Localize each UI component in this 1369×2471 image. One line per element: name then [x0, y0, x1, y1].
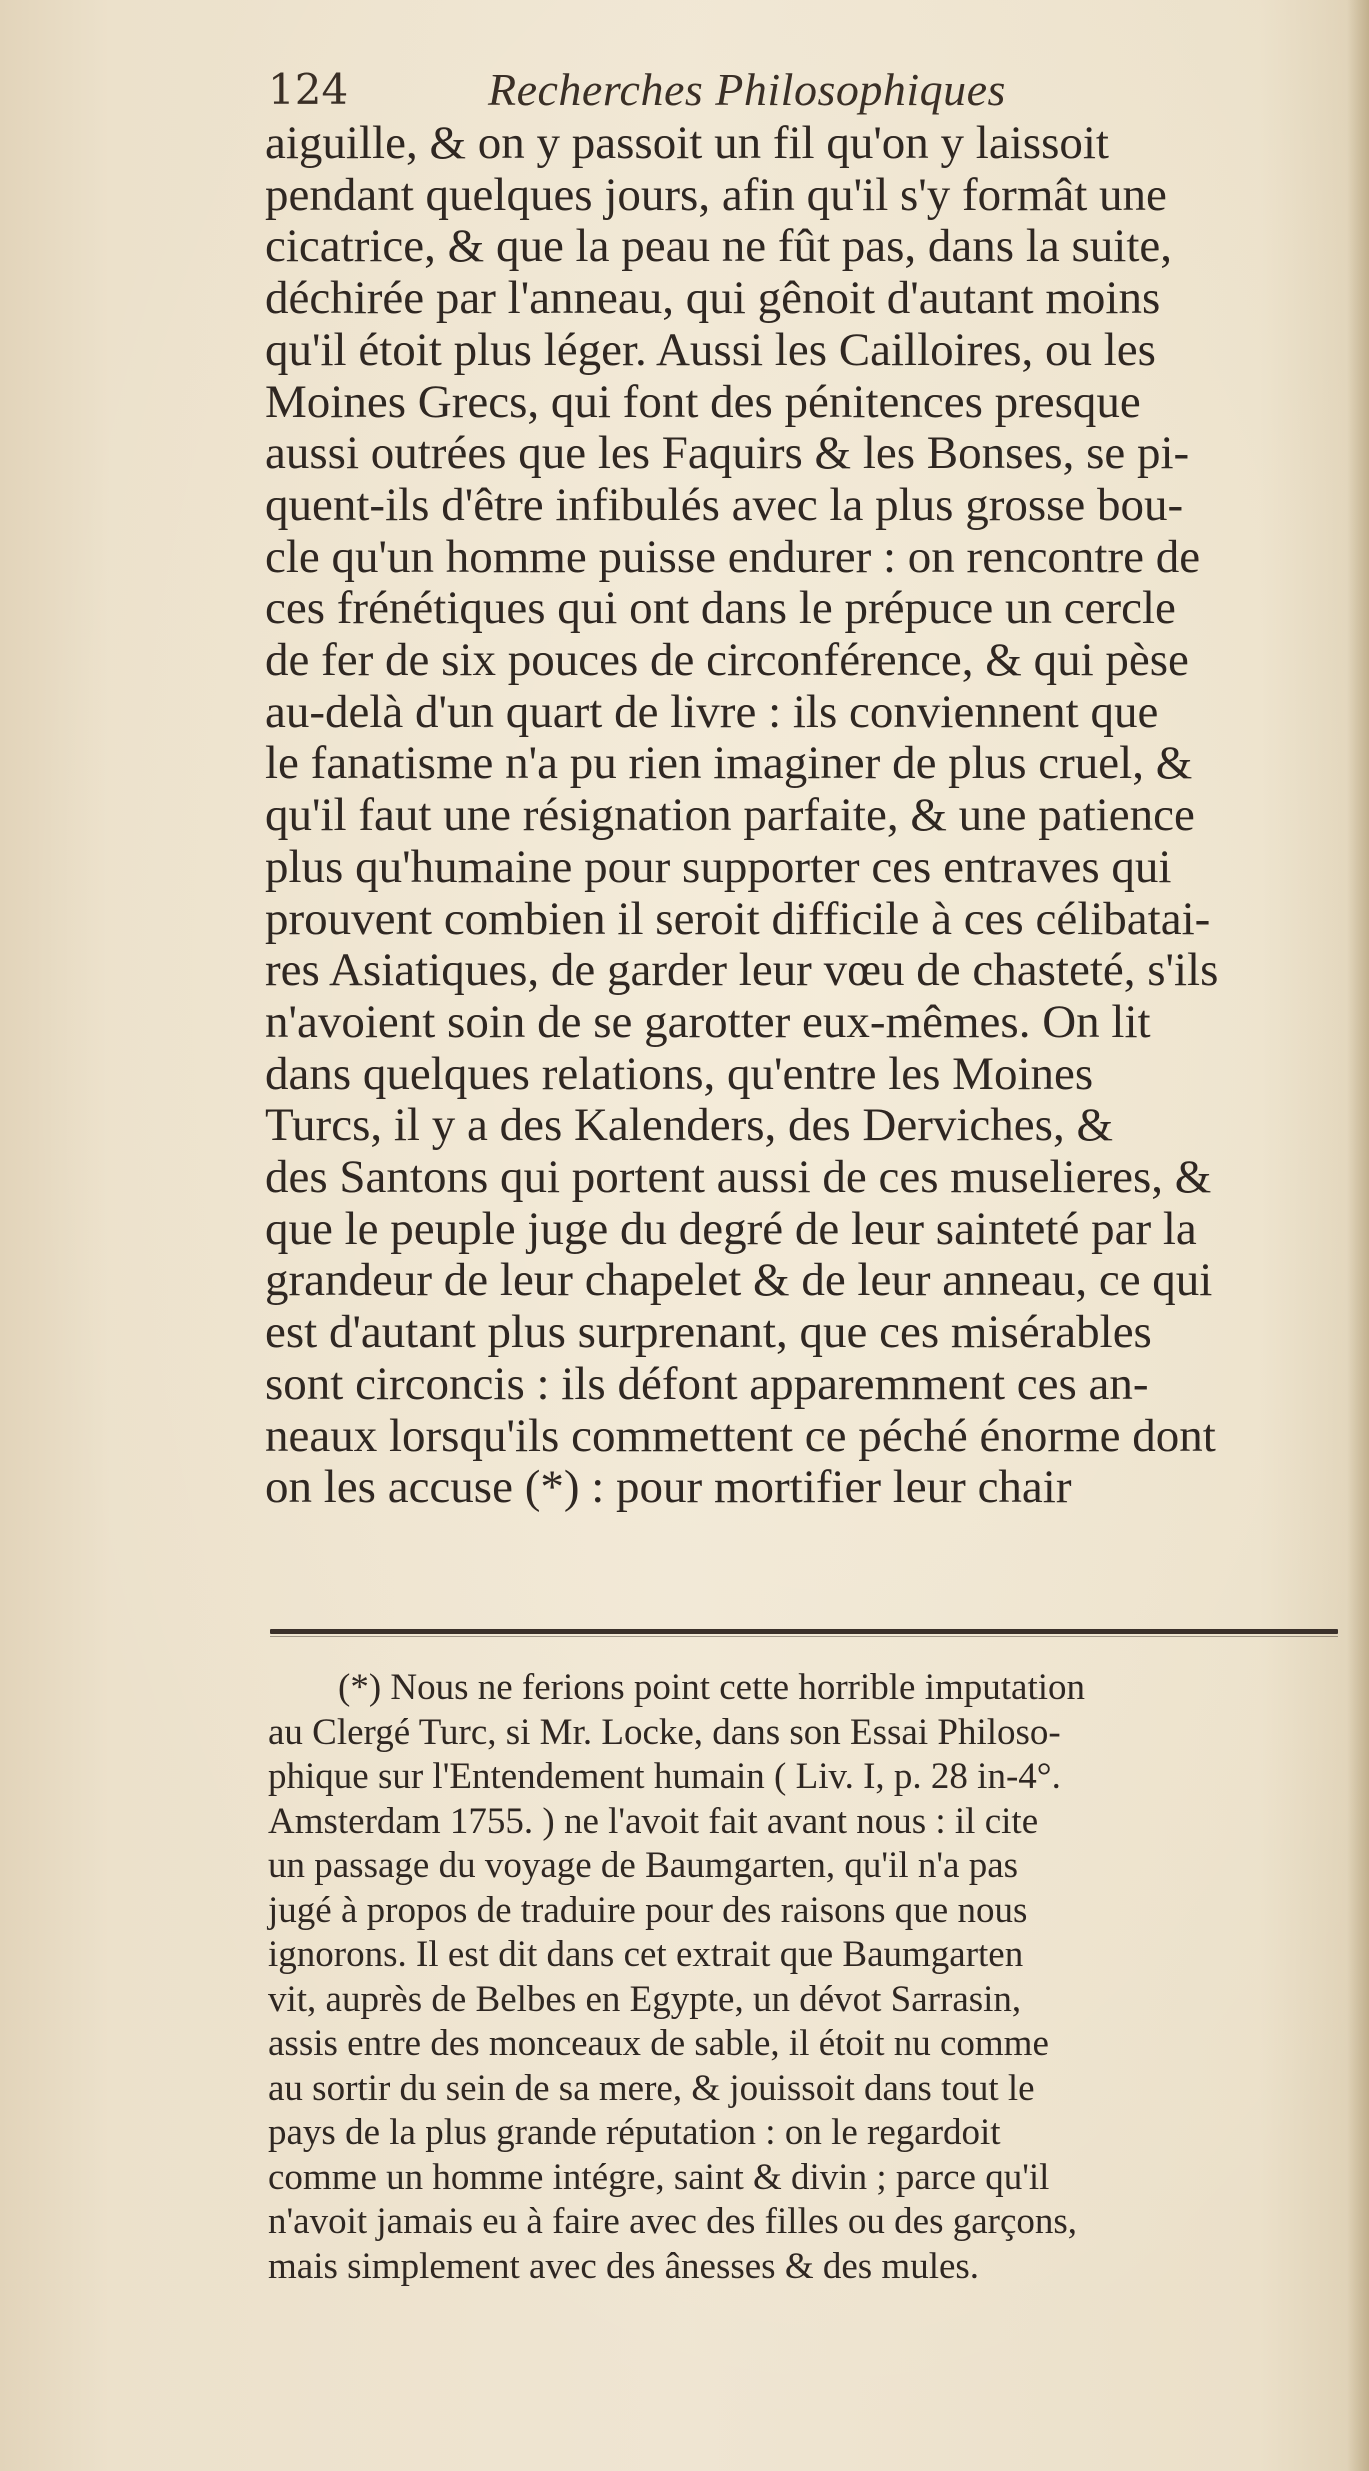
- text-line: plus qu'humaine pour supporter ces entraves qui: [265, 840, 1172, 893]
- text-line: n'avoient soin de se garotter eux-mêmes. On lit: [265, 995, 1151, 1048]
- text-line: on les accuse (*) : pour mortifier leur chair: [265, 1461, 1072, 1514]
- text-line: au-delà d'un quart de livre : ils conviennent que: [265, 685, 1159, 738]
- text-line: cle qu'un homme puisse endurer : on rencontre de: [265, 530, 1201, 583]
- text-line: res Asiatiques, de garder leur vœu de chasteté, s'ils: [265, 944, 1219, 997]
- text-line: prouvent combien il seroit difficile à ces célibatai-: [265, 892, 1211, 945]
- footnote-line: (*) Nous ne ferions point cette horrible imputation: [338, 1667, 1086, 1708]
- text-line: Turcs, il y a des Kalenders, des Derviches, &: [265, 1099, 1113, 1152]
- running-head: Recherches Philosophiques: [488, 64, 1006, 115]
- page-gutter-shadow: [1347, 0, 1369, 2471]
- text-line: des Santons qui portent aussi de ces muselieres, &: [265, 1151, 1212, 1204]
- footnote-line: vit, auprès de Belbes en Egypte, un dévot Sarrasin,: [268, 1978, 1022, 2020]
- footnote-line: mais simplement avec des ânesses & des mules.: [268, 2245, 980, 2287]
- main-text: [265, 118, 1345, 1514]
- text-line: est d'autant plus surprenant, que ces misérables: [265, 1306, 1152, 1359]
- footnote-line: jugé à propos de traduire pour des raisons que nous: [268, 1889, 1028, 1931]
- text-line: le fanatisme n'a pu rien imaginer de plus cruel, &: [265, 737, 1193, 790]
- text-line: pendant quelques jours, afin qu'il s'y formât une: [265, 168, 1167, 221]
- footnote-line: n'avoit jamais eu à faire avec des filles ou des garçons,: [268, 2201, 1078, 2242]
- text-line: déchirée par l'anneau, qui gênoit d'autant moins: [265, 272, 1161, 325]
- text-line: quent-ils d'être infibulés avec la plus grosse bou-: [265, 478, 1184, 531]
- text-line: qu'il étoit plus léger. Aussi les Cailloires, ou les: [265, 323, 1156, 376]
- footnote-line: un passage du voyage de Baumgarten, qu'il n'a pas: [268, 1845, 1019, 1886]
- text-line: cicatrice, & que la peau ne fût pas, dans la suite,: [265, 220, 1172, 273]
- footnote-line: assis entre des monceaux de sable, il étoit nu comme: [268, 2023, 1049, 2064]
- text-line: grandeur de leur chapelet & de leur anneau, ce qui: [265, 1254, 1213, 1307]
- footnote-line: Amsterdam 1755. ) ne l'avoit fait avant nous : il cite: [268, 1800, 1039, 1842]
- footnote-line: au Clergé Turc, si Mr. Locke, dans son Essai Philoso-: [268, 1711, 1061, 1753]
- text-line: aussi outrées que les Faquirs & les Bonses, se pi-: [265, 427, 1190, 480]
- text-line: sont circoncis : ils défont apparemment ces an-: [265, 1357, 1149, 1410]
- text-line: aiguille, & on y passoit un fil qu'on y laissoit: [265, 117, 1109, 169]
- footnote-line: phique sur l'Entendement humain ( Liv. I, p. 28 in-4°.: [268, 1756, 1061, 1797]
- footnote-rule: [270, 1629, 1338, 1634]
- text-line: neaux lorsqu'ils commettent ce péché énorme dont: [265, 1409, 1216, 1462]
- text-line: dans quelques relations, qu'entre les Moines: [265, 1047, 1094, 1100]
- footnote: [268, 1666, 1348, 2289]
- text-line: qu'il faut une résignation parfaite, & une patience: [265, 789, 1195, 842]
- footnote-line: au sortir du sein de sa mere, & jouissoit dans tout le: [268, 2067, 1035, 2109]
- page-number: 124: [268, 65, 349, 114]
- text-line: de fer de six pouces de circonférence, & qui pèse: [265, 634, 1189, 687]
- footnote-line: pays de la plus grande réputation : on le regardoit: [268, 2112, 1001, 2153]
- text-line: Moines Grecs, qui font des pénitences presque: [265, 375, 1141, 428]
- footnote-line: comme un homme intégre, saint & divin ; parce qu'il: [268, 2156, 1050, 2198]
- text-line: que le peuple juge du degré de leur sainteté par la: [265, 1202, 1197, 1255]
- page-header: [268, 60, 1168, 120]
- text-line: ces frénétiques qui ont dans le prépuce un cercle: [265, 582, 1176, 635]
- footnote-line: ignorons. Il est dit dans cet extrait que Baumgarten: [268, 1934, 1024, 1975]
